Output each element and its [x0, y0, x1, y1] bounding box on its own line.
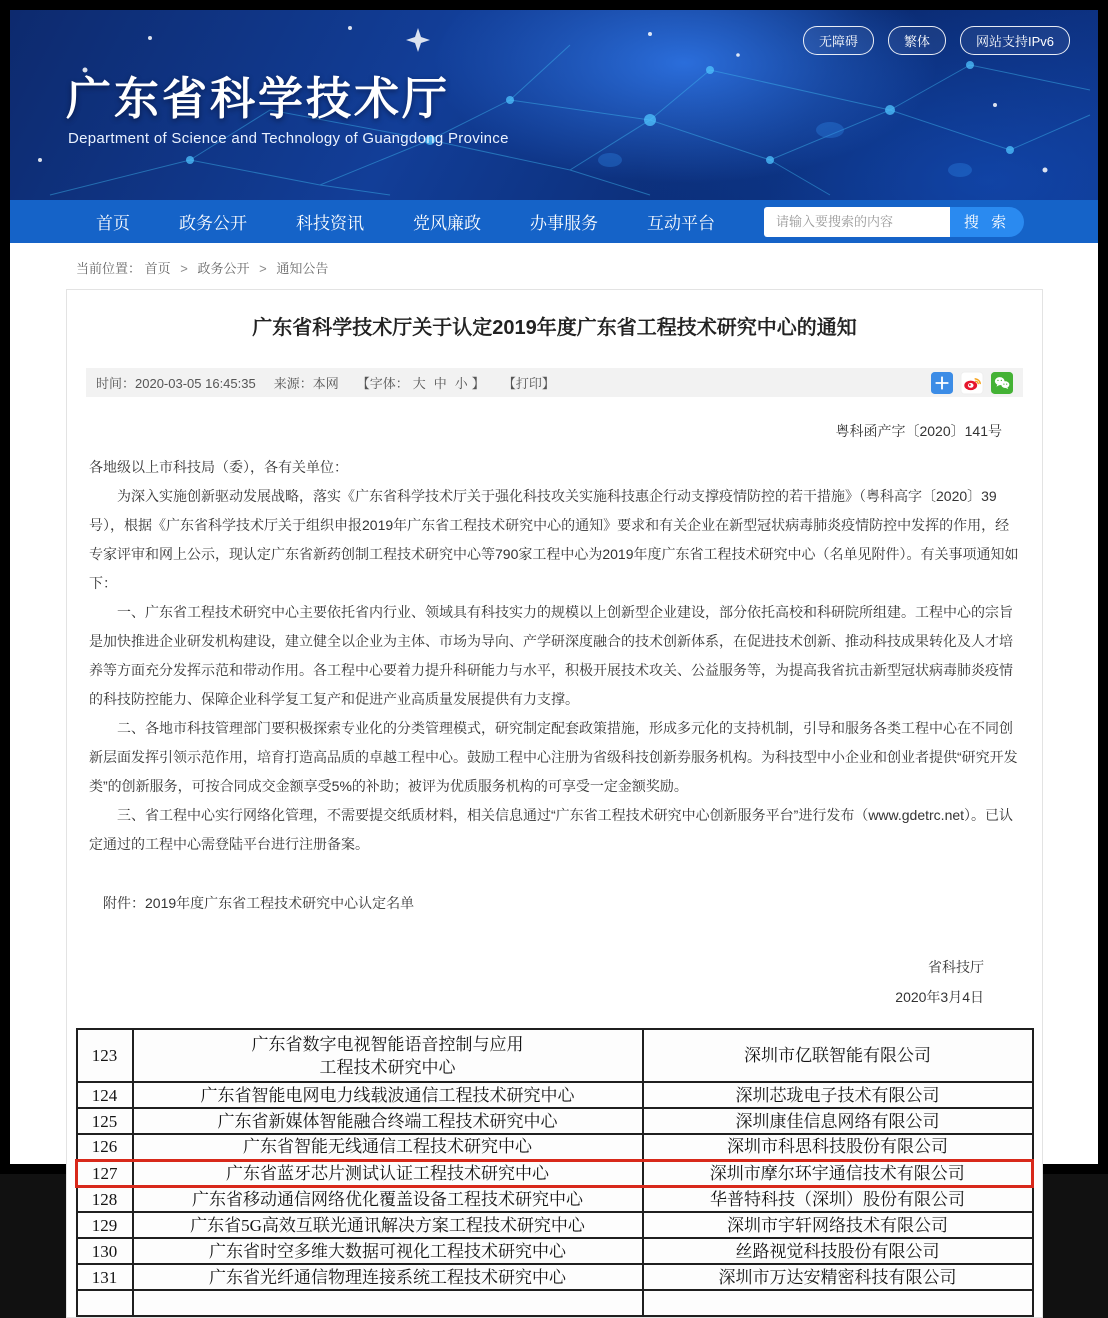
company-name-cell: 深圳市科思科技股份有限公司 [643, 1134, 1033, 1160]
breadcrumb-separator: > [180, 261, 188, 276]
table-row [77, 1212, 1033, 1238]
share-buttons [931, 372, 1013, 394]
font-size-suffix: 】 [471, 376, 485, 391]
traditional-chinese-button[interactable]: 繁体 [888, 26, 946, 55]
table-row [77, 1082, 1033, 1108]
weibo-icon[interactable] [961, 372, 983, 394]
center-name-cell: 广东省蓝牙芯片测试认证工程技术研究中心 [133, 1160, 643, 1186]
center-name-cell: 广东省5G高效互联光通讯解决方案工程技术研究中心 [133, 1212, 643, 1238]
company-name-cell: 深圳市万达安精密科技有限公司 [643, 1264, 1033, 1290]
center-name-cell: 广东省数字电视智能语音控制与应用 工程技术研究中心 [133, 1029, 643, 1082]
article-body [67, 453, 1042, 918]
search-bar [764, 207, 1024, 237]
row-number-cell: 125 [77, 1108, 133, 1134]
breadcrumb-separator: > [259, 261, 267, 276]
table-row [77, 1029, 1033, 1082]
table-row-highlighted [77, 1160, 1033, 1186]
article-meta-bar [86, 368, 1023, 397]
font-size-large-button[interactable]: 大 [412, 376, 426, 391]
row-number-cell: 131 [77, 1264, 133, 1290]
quick-links [803, 26, 1070, 55]
row-number-cell: 129 [77, 1212, 133, 1238]
center-list-table [75, 1028, 1034, 1317]
center-name-cell: 广东省移动通信网络优化覆盖设备工程技术研究中心 [133, 1186, 643, 1212]
article-card [66, 289, 1043, 1318]
breadcrumb-gov-info[interactable]: 政务公开 [197, 261, 250, 276]
attachment-link[interactable]: 附件：2019年度广东省工程技术研究中心认定名单 [103, 895, 415, 911]
paragraph-2: 二、各地市科技管理部门要积极探索专业化的分类管理模式，研究制定配套政策措施，形成多元化的支持机制，引导和服务各类工程中心在不同创新层面发挥引领示范作用，培育打造高品质的卓越工程中心。鼓励工程中心注册为省级科技创新券服务机构。为科技型中小企业和创业者提供“研究开发类”的创新服务，可按合同成交金额享受5%的补助；被评为优质服务机构的可享受一定金额奖励。 [89, 720, 1018, 794]
row-number-cell: 126 [77, 1134, 133, 1160]
breadcrumb-notices[interactable]: 通知公告 [276, 261, 329, 276]
company-name-cell: 深圳市亿联智能有限公司 [643, 1029, 1033, 1082]
nav-item-interaction[interactable]: 互动平台 [647, 214, 715, 233]
table-row [77, 1290, 1033, 1316]
nav-item-home[interactable]: 首页 [96, 214, 130, 233]
article-title: 广东省科学技术厅关于认定2019年度广东省工程技术研究中心的通知 [252, 317, 857, 339]
main-nav [10, 200, 1098, 243]
nav-item-party-conduct[interactable]: 党风廉政 [413, 214, 481, 233]
nav-item-tech-news[interactable]: 科技资讯 [296, 214, 364, 233]
site-title: 广东省科学技术厅 [66, 73, 451, 124]
table-row [77, 1134, 1033, 1160]
webpage [10, 10, 1098, 1287]
company-name-cell: 深圳康佳信息网络有限公司 [643, 1108, 1033, 1134]
row-number-cell: 130 [77, 1238, 133, 1264]
font-size-small-button[interactable]: 小 [454, 376, 468, 391]
center-name-cell: 广东省智能电网电力线载波通信工程技术研究中心 [133, 1082, 643, 1108]
signature-block [67, 952, 984, 1012]
document-number: 粤科函产字〔2020〕141号 [835, 423, 1002, 439]
table-row [77, 1264, 1033, 1290]
table-row [77, 1238, 1033, 1264]
wechat-icon[interactable] [991, 372, 1013, 394]
center-name-cell [133, 1290, 643, 1316]
row-number-cell: 127 [77, 1160, 133, 1186]
center-name-cell: 广东省时空多维大数据可视化工程技术研究中心 [133, 1238, 643, 1264]
ipv6-badge[interactable]: 网站支持IPv6 [960, 26, 1070, 55]
publish-time: 时间：2020-03-05 16:45:35 [96, 376, 256, 391]
company-name-cell: 深圳市宇轩网络技术有限公司 [643, 1212, 1033, 1238]
row-number-cell: 124 [77, 1082, 133, 1108]
nav-item-gov-info[interactable]: 政务公开 [179, 214, 247, 233]
center-name-cell: 广东省新媒体智能融合终端工程技术研究中心 [133, 1108, 643, 1134]
print-button[interactable]: 【打印】 [502, 376, 555, 391]
salutation: 各地级以上市科技局（委），各有关单位： [89, 459, 348, 475]
accessibility-button[interactable]: 无障碍 [803, 26, 874, 55]
row-number-cell: 123 [77, 1029, 133, 1082]
company-name-cell: 华普特科技（深圳）股份有限公司 [643, 1186, 1033, 1212]
breadcrumb [10, 243, 1098, 289]
search-button[interactable]: 搜 索 [950, 207, 1024, 237]
font-size-prefix: 【字体： [356, 376, 409, 391]
paragraph-intro: 为深入实施创新驱动发展战略，落实《广东省科学技术厅关于强化科技攻关实施科技惠企行动支撑疫情防控的若干措施》（粤科高字〔2020〕39号），根据《广东省科学技术厅关于组织申报2019年广东省工程技术研究中心的通知》要求和有关企业在新型冠状病毒肺炎疫情防控中发挥的作用，经专家评审和网上公示，现认定广东省新药创制工程技术研究中心等790家工程中心为2019年度广东省工程技术研究中心（名单见附件）。有关事项通知如下： [89, 488, 1019, 591]
company-name-cell: 深圳市摩尔环宇通信技术有限公司 [643, 1160, 1033, 1186]
site-subtitle: Department of Science and Technology of Guangdong Province [68, 130, 509, 147]
breadcrumb-label: 当前位置： [76, 261, 142, 276]
center-name-cell: 广东省智能无线通信工程技术研究中心 [133, 1134, 643, 1160]
signer: 省科技厅 [928, 959, 984, 975]
paragraph-1: 一、广东省工程技术研究中心主要依托省内行业、领域具有科技实力的规模以上创新型企业建设，部分依托高校和科研院所组建。工程中心的宗旨是加快推进企业研发机构建设，建立健全以企业为主体、市场为导向、产学研深度融合的技术创新体系，在促进技术创新、推动科技成果转化及人才培养等方面充分发挥示范和带动作用。各工程中心要着力提升科研能力与水平，积极开展技术攻关、公益服务等，为提高我省抗击新型冠状病毒肺炎疫情的科技防控能力、保障企业科学复工复产和促进产业高质量发展提供有力支撑。 [89, 604, 1013, 707]
breadcrumb-home[interactable]: 首页 [144, 261, 171, 276]
company-name-cell: 丝路视觉科技股份有限公司 [643, 1238, 1033, 1264]
table-row [77, 1108, 1033, 1134]
center-list-table-image [75, 1028, 1034, 1317]
company-name-cell: 深圳芯珑电子技术有限公司 [643, 1082, 1033, 1108]
site-banner [10, 10, 1098, 200]
share-more-icon[interactable] [931, 372, 953, 394]
source-label: 来源：本网 [273, 376, 339, 391]
table-row [77, 1186, 1033, 1212]
search-input[interactable] [764, 207, 950, 237]
company-name-cell [643, 1290, 1033, 1316]
font-size-control [357, 373, 485, 392]
nav-item-services[interactable]: 办事服务 [530, 214, 598, 233]
center-name-cell: 广东省光纤通信物理连接系统工程技术研究中心 [133, 1264, 643, 1290]
row-number-cell [77, 1290, 133, 1316]
row-number-cell: 128 [77, 1186, 133, 1212]
sign-date: 2020年3月4日 [895, 989, 984, 1005]
paragraph-3: 三、省工程中心实行网络化管理，不需要提交纸质材料，相关信息通过“广东省工程技术研究中心创新服务平台”进行发布（www.gdetrc.net）。已认定通过的工程中心需登陆平台进行注册备案。 [89, 807, 1014, 852]
font-size-medium-button[interactable]: 中 [433, 376, 447, 391]
